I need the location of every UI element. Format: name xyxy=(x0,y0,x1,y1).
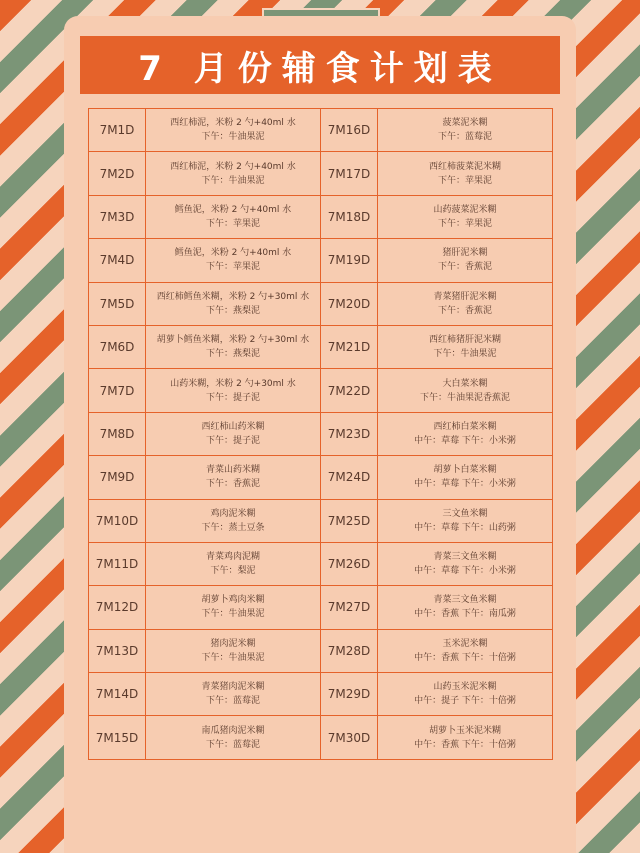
meal-snack-text: 下午：牛油果泥 xyxy=(433,349,497,360)
meal-cell xyxy=(378,412,553,455)
meal-cell xyxy=(146,239,321,282)
meal-snack-text: 下午：蓝莓泥 xyxy=(437,132,492,143)
table-row xyxy=(89,325,553,368)
meal-cell xyxy=(146,629,321,672)
meal-cell xyxy=(146,499,321,542)
meal-snack-text: 中午：提子 下午：十倍粥 xyxy=(414,696,516,707)
table-row xyxy=(89,369,553,412)
meal-cell xyxy=(146,369,321,412)
table-row xyxy=(89,195,553,238)
day-label: 7M24D xyxy=(321,456,378,499)
meal-snack-text: 下午：牛油果泥 xyxy=(201,175,265,186)
table-row xyxy=(89,109,553,152)
meal-snack-text: 下午：苹果泥 xyxy=(437,218,492,229)
meal-main-text: 胡萝卜鳕鱼米糊，米粉 2 勺+30ml 水 xyxy=(156,335,310,346)
meal-main-text: 胡萝卜白菜米糊 xyxy=(433,465,497,476)
meal-main-text: 西红柿菠菜泥米糊 xyxy=(428,161,501,172)
meal-plan-table xyxy=(88,108,553,760)
day-label: 7M29D xyxy=(321,673,378,716)
meal-cell xyxy=(146,195,321,238)
day-label: 7M27D xyxy=(321,586,378,629)
meal-snack-text: 下午：燕梨泥 xyxy=(205,349,260,360)
meal-snack-text: 下午：提子泥 xyxy=(205,392,260,403)
day-label: 7M14D xyxy=(89,673,146,716)
day-label: 7M4D xyxy=(89,239,146,282)
meal-cell xyxy=(378,282,553,325)
day-label: 7M30D xyxy=(321,716,378,759)
day-label: 7M10D xyxy=(89,499,146,542)
day-label: 7M3D xyxy=(89,195,146,238)
meal-snack-text: 中午：香蕉 下午：十倍粥 xyxy=(414,739,516,750)
day-label: 7M22D xyxy=(321,369,378,412)
meal-cell xyxy=(378,499,553,542)
meal-main-text: 青菜山药米糊 xyxy=(205,465,260,476)
day-label: 7M5D xyxy=(89,282,146,325)
meal-snack-text: 下午：苹果泥 xyxy=(205,262,260,273)
meal-main-text: 山药菠菜泥米糊 xyxy=(433,204,497,215)
meal-cell xyxy=(378,152,553,195)
meal-snack-text: 下午：牛油果泥 xyxy=(201,609,265,620)
table-row xyxy=(89,282,553,325)
meal-main-text: 山药米糊，米粉 2 勺+30ml 水 xyxy=(170,378,296,389)
meal-cell xyxy=(378,629,553,672)
day-label: 7M12D xyxy=(89,586,146,629)
plan-table-wrapper xyxy=(88,108,552,760)
meal-snack-text: 下午：蓝莓泥 xyxy=(205,739,260,750)
meal-snack-text: 下午：香蕉泥 xyxy=(437,262,492,273)
day-label: 7M28D xyxy=(321,629,378,672)
meal-snack-text: 下午：蓝莓泥 xyxy=(205,696,260,707)
meal-snack-text: 下午：香蕉泥 xyxy=(437,305,492,316)
meal-snack-text: 下午：苹果泥 xyxy=(205,218,260,229)
day-label: 7M6D xyxy=(89,325,146,368)
meal-cell xyxy=(146,586,321,629)
meal-cell xyxy=(146,325,321,368)
table-row xyxy=(89,239,553,282)
title-banner xyxy=(80,36,560,94)
meal-main-text: 西红柿鳕鱼米糊，米粉 2 勺+30ml 水 xyxy=(156,291,310,302)
meal-cell xyxy=(378,456,553,499)
day-label: 7M21D xyxy=(321,325,378,368)
meal-main-text: 青菜猪肉泥米糊 xyxy=(201,682,265,693)
table-row xyxy=(89,412,553,455)
meal-cell xyxy=(146,542,321,585)
meal-cell xyxy=(146,109,321,152)
meal-main-text: 玉米泥米糊 xyxy=(442,638,488,649)
day-label: 7M19D xyxy=(321,239,378,282)
meal-plan-body xyxy=(89,109,553,760)
meal-snack-text: 中午：草莓 下午：小米粥 xyxy=(414,479,516,490)
table-row xyxy=(89,542,553,585)
meal-snack-text: 下午：牛油果泥香蕉泥 xyxy=(419,392,510,403)
meal-main-text: 大白菜米糊 xyxy=(442,378,488,389)
day-label: 7M17D xyxy=(321,152,378,195)
meal-main-text: 南瓜猪肉泥米糊 xyxy=(201,725,265,736)
meal-main-text: 西红柿泥，米粉 2 勺+40ml 水 xyxy=(170,161,296,172)
meal-snack-text: 中午：香蕉 下午：十倍粥 xyxy=(414,652,516,663)
meal-cell xyxy=(146,456,321,499)
day-label: 7M18D xyxy=(321,195,378,238)
meal-snack-text: 下午：梨泥 xyxy=(210,566,256,577)
table-row xyxy=(89,456,553,499)
meal-main-text: 山药玉米泥米糊 xyxy=(433,682,497,693)
day-label: 7M1D xyxy=(89,109,146,152)
table-row xyxy=(89,716,553,759)
meal-cell xyxy=(378,716,553,759)
meal-cell xyxy=(146,673,321,716)
meal-snack-text: 下午：苹果泥 xyxy=(437,175,492,186)
meal-snack-text: 下午：牛油果泥 xyxy=(201,132,265,143)
day-label: 7M25D xyxy=(321,499,378,542)
day-label: 7M15D xyxy=(89,716,146,759)
meal-cell xyxy=(378,542,553,585)
meal-snack-text: 中午：草莓 下午：小米粥 xyxy=(414,566,516,577)
meal-cell xyxy=(146,282,321,325)
meal-main-text: 鳕鱼泥，米粉 2 勺+40ml 水 xyxy=(174,204,292,215)
meal-snack-text: 下午：提子泥 xyxy=(205,435,260,446)
meal-main-text: 西红柿猪肝泥米糊 xyxy=(428,335,501,346)
meal-cell xyxy=(378,239,553,282)
meal-main-text: 西红柿白菜米糊 xyxy=(433,421,497,432)
day-label: 7M7D xyxy=(89,369,146,412)
day-label: 7M13D xyxy=(89,629,146,672)
day-label: 7M26D xyxy=(321,542,378,585)
meal-main-text: 西红柿泥，米粉 2 勺+40ml 水 xyxy=(170,118,296,129)
day-label: 7M2D xyxy=(89,152,146,195)
meal-cell xyxy=(378,109,553,152)
meal-cell xyxy=(378,673,553,716)
meal-cell xyxy=(378,195,553,238)
meal-snack-text: 中午：草莓 下午：山药粥 xyxy=(414,522,516,533)
table-row xyxy=(89,499,553,542)
meal-main-text: 鳕鱼泥，米粉 2 勺+40ml 水 xyxy=(174,248,292,259)
page-title: 7 月份辅食计划表 xyxy=(138,48,502,89)
meal-main-text: 猪肝泥米糊 xyxy=(442,248,488,259)
table-row xyxy=(89,586,553,629)
day-label: 7M23D xyxy=(321,412,378,455)
meal-main-text: 鸡肉泥米糊 xyxy=(210,508,256,519)
meal-snack-text: 下午：香蕉泥 xyxy=(205,479,260,490)
table-row xyxy=(89,673,553,716)
day-label: 7M8D xyxy=(89,412,146,455)
meal-snack-text: 中午：香蕉 下午：南瓜粥 xyxy=(414,609,516,620)
meal-snack-text: 下午：蒸土豆条 xyxy=(201,522,265,533)
meal-snack-text: 下午：燕梨泥 xyxy=(205,305,260,316)
meal-main-text: 三文鱼米糊 xyxy=(442,508,488,519)
meal-main-text: 胡萝卜玉米泥米糊 xyxy=(428,725,501,736)
day-label: 7M9D xyxy=(89,456,146,499)
meal-main-text: 菠菜泥米糊 xyxy=(442,118,488,129)
meal-main-text: 猪肉泥米糊 xyxy=(210,638,256,649)
meal-snack-text: 中午：草莓 下午：小米粥 xyxy=(414,435,516,446)
meal-main-text: 青菜三文鱼米糊 xyxy=(433,552,497,563)
meal-snack-text: 下午：牛油果泥 xyxy=(201,652,265,663)
meal-cell xyxy=(146,412,321,455)
day-label: 7M11D xyxy=(89,542,146,585)
meal-cell xyxy=(378,369,553,412)
table-row xyxy=(89,629,553,672)
meal-cell xyxy=(146,716,321,759)
meal-cell xyxy=(146,152,321,195)
meal-main-text: 青菜猪肝泥米糊 xyxy=(433,291,497,302)
meal-main-text: 胡萝卜鸡肉米糊 xyxy=(201,595,265,606)
day-label: 7M16D xyxy=(321,109,378,152)
meal-cell xyxy=(378,586,553,629)
meal-cell xyxy=(378,325,553,368)
day-label: 7M20D xyxy=(321,282,378,325)
table-row xyxy=(89,152,553,195)
meal-main-text: 西红柿山药米糊 xyxy=(201,421,265,432)
meal-main-text: 青菜鸡肉泥糊 xyxy=(205,552,260,563)
meal-main-text: 青菜三文鱼米糊 xyxy=(433,595,497,606)
